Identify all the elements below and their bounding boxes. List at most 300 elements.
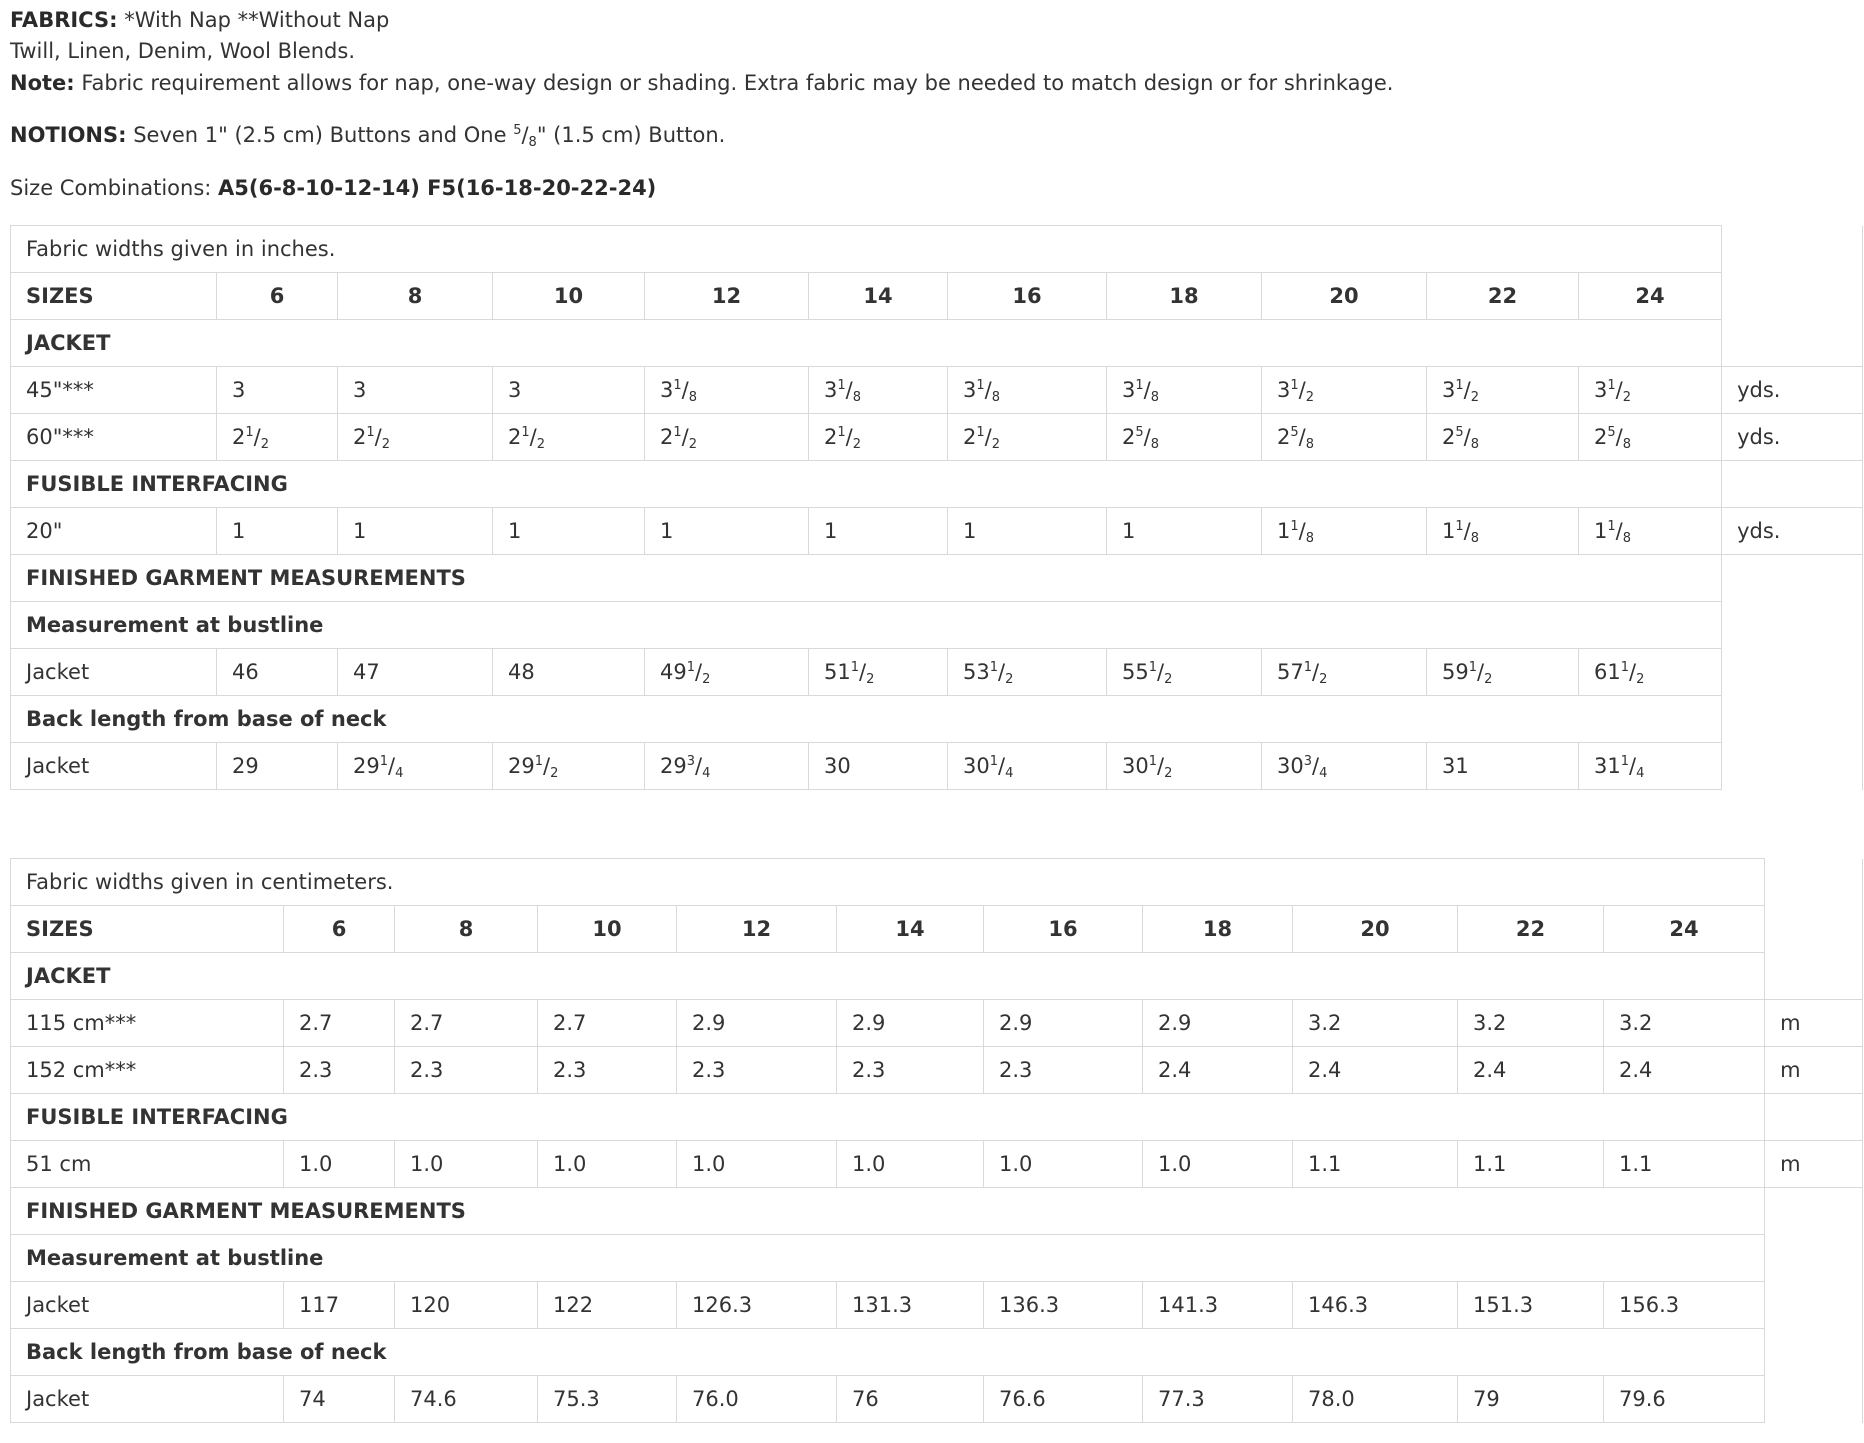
section-heading-row — [11, 1094, 1863, 1141]
cell-value: $49^1/_2$ — [660, 660, 711, 687]
cell-value: $2^1/_2$ — [508, 425, 546, 452]
cell-value: 1.0 — [1158, 1152, 1192, 1176]
value-cell — [1604, 1000, 1765, 1047]
cell-value: 126.3 — [692, 1293, 753, 1317]
size-header-cell: 14 — [837, 906, 984, 953]
fabric-list: Twill, Linen, Denim, Wool Blends. — [10, 39, 356, 63]
value-cell — [1579, 649, 1722, 696]
value-cell — [1604, 1047, 1765, 1094]
value-cell — [1143, 1141, 1293, 1188]
value-cell — [1293, 1282, 1458, 1329]
cell-value: 2.4 — [1619, 1058, 1653, 1082]
cell-value: 47 — [353, 660, 380, 684]
value-cell — [1293, 1376, 1458, 1423]
size-header-cell: 12 — [645, 273, 809, 320]
unit-cell: m — [1765, 1141, 1863, 1188]
value-cell — [1262, 367, 1427, 414]
section-heading: JACKET — [11, 320, 1722, 367]
value-cell — [1143, 1047, 1293, 1094]
cell-value: $59^1/_2$ — [1442, 660, 1493, 687]
size-combinations-line — [10, 175, 656, 201]
subsection-heading-row — [11, 602, 1863, 649]
row-label: Jacket — [11, 1376, 284, 1423]
value-cell — [645, 508, 809, 555]
notions-line — [10, 122, 725, 148]
size-header-cell: 10 — [538, 906, 677, 953]
unit-cell: m — [1765, 1047, 1863, 1094]
value-cell — [338, 508, 493, 555]
value-cell — [809, 414, 948, 461]
subsection-heading-row — [11, 696, 1863, 743]
value-cell — [677, 1282, 837, 1329]
cell-value: 1.1 — [1473, 1152, 1507, 1176]
cell-value: 31 — [1442, 754, 1469, 778]
subsection-heading-row — [11, 1329, 1863, 1376]
value-cell — [809, 743, 948, 790]
size-header-cell: 16 — [984, 906, 1143, 953]
cell-value: 76 — [852, 1387, 879, 1411]
section-heading-row — [11, 555, 1863, 602]
blank-cell — [1722, 555, 1863, 602]
value-cell — [538, 1376, 677, 1423]
cell-value: $2^1/_2$ — [660, 425, 698, 452]
size-header-cell: 22 — [1427, 273, 1579, 320]
blank-cell — [1722, 461, 1863, 508]
value-cell — [284, 1047, 395, 1094]
value-cell — [984, 1376, 1143, 1423]
cell-value: 2.3 — [410, 1058, 444, 1082]
cell-value: 76.6 — [999, 1387, 1046, 1411]
value-cell — [1293, 1000, 1458, 1047]
cell-value: 122 — [553, 1293, 594, 1317]
value-cell — [395, 1141, 538, 1188]
section-heading: FUSIBLE INTERFACING — [11, 1094, 1765, 1141]
section-heading-row — [11, 953, 1863, 1000]
table-row — [11, 1000, 1863, 1047]
cell-value: 1 — [508, 519, 522, 543]
cell-value: $2^5/_8$ — [1442, 425, 1480, 452]
caption-row — [11, 859, 1863, 906]
table-row — [11, 1141, 1863, 1188]
cell-value: $31^1/_4$ — [1594, 754, 1645, 781]
value-cell — [1262, 414, 1427, 461]
value-cell — [984, 1000, 1143, 1047]
size-header-cell: 14 — [809, 273, 948, 320]
value-cell — [948, 649, 1107, 696]
size-combo-value: A5(6-8-10-12-14) F5(16-18-20-22-24) — [218, 176, 657, 200]
sizes-header-row — [11, 906, 1863, 953]
cell-value: 1.0 — [852, 1152, 886, 1176]
cell-value: 3 — [232, 378, 246, 402]
cell-value: 136.3 — [999, 1293, 1060, 1317]
value-cell — [948, 367, 1107, 414]
value-cell — [837, 1000, 984, 1047]
cell-value: 2.3 — [553, 1058, 587, 1082]
cell-value: 2.4 — [1473, 1058, 1507, 1082]
subsection-heading: Measurement at bustline — [11, 1235, 1765, 1282]
cell-value: 1.0 — [553, 1152, 587, 1176]
cell-value: $3^1/_8$ — [963, 378, 1001, 405]
cell-value: 3.2 — [1473, 1011, 1507, 1035]
value-cell — [395, 1376, 538, 1423]
size-header-cell: 24 — [1579, 273, 1722, 320]
blank-cell — [1722, 696, 1863, 743]
note-label: Note: — [10, 71, 75, 95]
value-cell — [1458, 1376, 1604, 1423]
table-caption: Fabric widths given in centimeters. — [11, 859, 1765, 906]
value-cell — [1604, 1282, 1765, 1329]
row-label: 20" — [11, 508, 217, 555]
cell-value: $2^5/_8$ — [1277, 425, 1315, 452]
section-heading: FINISHED GARMENT MEASUREMENTS — [11, 1188, 1765, 1235]
value-cell — [1427, 367, 1579, 414]
cell-value: 1.1 — [1619, 1152, 1653, 1176]
cell-value: 117 — [299, 1293, 340, 1317]
value-cell — [1262, 508, 1427, 555]
size-combo-label: Size Combinations: — [10, 176, 219, 200]
value-cell — [493, 743, 645, 790]
value-cell — [338, 649, 493, 696]
cell-value: 2.7 — [299, 1011, 333, 1035]
value-cell — [1107, 649, 1262, 696]
value-cell — [217, 649, 338, 696]
cell-value: 2.3 — [692, 1058, 726, 1082]
blank-cell — [1765, 859, 1863, 906]
table-row — [11, 367, 1863, 414]
cell-value: $3^1/_8$ — [1122, 378, 1160, 405]
fabrics-label: FABRICS: — [10, 8, 118, 32]
value-cell — [645, 414, 809, 461]
size-header-cell: 22 — [1458, 906, 1604, 953]
cell-value: 79 — [1473, 1387, 1500, 1411]
cell-value: 1.1 — [1308, 1152, 1342, 1176]
value-cell — [1579, 508, 1722, 555]
cell-value: 151.3 — [1473, 1293, 1534, 1317]
blank-cell — [1722, 649, 1863, 696]
value-cell — [1107, 367, 1262, 414]
value-cell — [645, 743, 809, 790]
cell-value: 1.0 — [299, 1152, 333, 1176]
value-cell — [1293, 1047, 1458, 1094]
blank-cell — [1722, 743, 1863, 790]
centimeters-size-table — [10, 858, 1863, 1423]
value-cell — [338, 743, 493, 790]
cell-value: 2.3 — [299, 1058, 333, 1082]
cell-value: $2^1/_2$ — [353, 425, 391, 452]
value-cell — [538, 1000, 677, 1047]
row-label: Jacket — [11, 1282, 284, 1329]
table-row — [11, 1376, 1863, 1423]
value-cell — [948, 414, 1107, 461]
value-cell — [395, 1000, 538, 1047]
value-cell — [538, 1282, 677, 1329]
value-cell — [284, 1141, 395, 1188]
value-cell — [1107, 508, 1262, 555]
table-row — [11, 508, 1863, 555]
cell-value: 120 — [410, 1293, 451, 1317]
cell-value: 2.9 — [852, 1011, 886, 1035]
size-header-cell: 24 — [1604, 906, 1765, 953]
cell-value: 1.0 — [999, 1152, 1033, 1176]
cell-value: 79.6 — [1619, 1387, 1666, 1411]
value-cell — [837, 1047, 984, 1094]
value-cell — [493, 414, 645, 461]
blank-cell — [1765, 1188, 1863, 1235]
value-cell — [984, 1282, 1143, 1329]
table-row — [11, 649, 1863, 696]
size-header-cell: 16 — [948, 273, 1107, 320]
value-cell — [1262, 649, 1427, 696]
blank-cell — [1722, 602, 1863, 649]
blank-cell — [1765, 953, 1863, 1000]
cell-value: 3.2 — [1308, 1011, 1342, 1035]
blank-cell — [1765, 1094, 1863, 1141]
row-label: 115 cm*** — [11, 1000, 284, 1047]
value-cell — [1293, 1141, 1458, 1188]
cell-value: $30^1/_4$ — [963, 754, 1014, 781]
size-header-cell: 18 — [1143, 906, 1293, 953]
value-cell — [677, 1376, 837, 1423]
cell-value: 76.0 — [692, 1387, 739, 1411]
cell-value: 2.3 — [999, 1058, 1033, 1082]
row-label: Jacket — [11, 649, 217, 696]
cell-value: 1 — [660, 519, 674, 543]
size-header-cell: 10 — [493, 273, 645, 320]
value-cell — [809, 367, 948, 414]
value-cell — [1604, 1141, 1765, 1188]
cell-value: 1.0 — [410, 1152, 444, 1176]
value-cell — [1427, 649, 1579, 696]
value-cell — [284, 1282, 395, 1329]
caption-row — [11, 226, 1863, 273]
cell-value: $2^5/_8$ — [1594, 425, 1632, 452]
section-heading-row — [11, 320, 1863, 367]
cell-value: $51^1/_2$ — [824, 660, 875, 687]
cell-value: $30^3/_4$ — [1277, 754, 1328, 781]
cell-value: $55^1/_2$ — [1122, 660, 1173, 687]
value-cell — [1427, 743, 1579, 790]
cell-value: $1^1/_8$ — [1594, 519, 1632, 546]
subsection-heading-row — [11, 1235, 1863, 1282]
value-cell — [217, 414, 338, 461]
row-label: 152 cm*** — [11, 1047, 284, 1094]
value-cell — [809, 649, 948, 696]
notions-text-a: Seven 1" (2.5 cm) Buttons and One — [126, 123, 514, 147]
subsection-heading: Measurement at bustline — [11, 602, 1722, 649]
value-cell — [1143, 1376, 1293, 1423]
value-cell — [1107, 414, 1262, 461]
subsection-heading: Back length from base of neck — [11, 696, 1722, 743]
value-cell — [1458, 1047, 1604, 1094]
value-cell — [677, 1047, 837, 1094]
size-header-cell: 12 — [677, 906, 837, 953]
value-cell — [217, 743, 338, 790]
value-cell — [837, 1376, 984, 1423]
cell-value: $1^1/_8$ — [1442, 519, 1480, 546]
cell-value: 146.3 — [1308, 1293, 1369, 1317]
table-row — [11, 743, 1863, 790]
value-cell — [538, 1047, 677, 1094]
value-cell — [1458, 1000, 1604, 1047]
size-header-cell: 20 — [1262, 273, 1427, 320]
value-cell — [1604, 1376, 1765, 1423]
cell-value: 29 — [232, 754, 259, 778]
fabrics-line — [10, 7, 389, 33]
value-cell — [645, 367, 809, 414]
value-cell — [217, 367, 338, 414]
size-header-cell: 6 — [284, 906, 395, 953]
cell-value: 1 — [353, 519, 367, 543]
value-cell — [984, 1047, 1143, 1094]
cell-value: 1 — [232, 519, 246, 543]
value-cell — [948, 743, 1107, 790]
blank-cell — [1765, 1376, 1863, 1423]
row-label: 60"*** — [11, 414, 217, 461]
cell-value: $3^1/_2$ — [1442, 378, 1480, 405]
unit-cell: m — [1765, 1000, 1863, 1047]
table-caption: Fabric widths given in inches. — [11, 226, 1722, 273]
notions-text-b: " (1.5 cm) Button. — [536, 123, 726, 147]
cell-value: $30^1/_2$ — [1122, 754, 1173, 781]
size-header-cell: 20 — [1293, 906, 1458, 953]
table-row — [11, 1047, 1863, 1094]
cell-value: 74 — [299, 1387, 326, 1411]
value-cell — [645, 649, 809, 696]
section-heading-row — [11, 461, 1863, 508]
value-cell — [677, 1141, 837, 1188]
value-cell — [1458, 1282, 1604, 1329]
sizes-header-row — [11, 273, 1863, 320]
value-cell — [493, 508, 645, 555]
value-cell — [1579, 367, 1722, 414]
size-header-cell: 8 — [338, 273, 493, 320]
value-cell — [284, 1376, 395, 1423]
blank-cell — [1765, 1329, 1863, 1376]
cell-value: $61^1/_2$ — [1594, 660, 1645, 687]
value-cell — [338, 414, 493, 461]
subsection-heading: Back length from base of neck — [11, 1329, 1765, 1376]
value-cell — [538, 1141, 677, 1188]
inches-size-table — [10, 225, 1863, 790]
value-cell — [948, 508, 1107, 555]
cell-value: $53^1/_2$ — [963, 660, 1014, 687]
value-cell — [284, 1000, 395, 1047]
cell-value: 74.6 — [410, 1387, 457, 1411]
unit-cell: yds. — [1722, 367, 1863, 414]
value-cell — [1579, 414, 1722, 461]
cell-value: 3 — [353, 378, 367, 402]
value-cell — [1143, 1000, 1293, 1047]
cell-value: 2.7 — [553, 1011, 587, 1035]
blank-cell — [1765, 1235, 1863, 1282]
cell-value: 2.3 — [852, 1058, 886, 1082]
sizes-label: SIZES — [11, 906, 284, 953]
blank-cell — [1722, 320, 1863, 367]
notions-label: NOTIONS: — [10, 123, 127, 147]
value-cell — [837, 1141, 984, 1188]
cell-value: $3^1/_8$ — [824, 378, 862, 405]
cell-value: 2.4 — [1158, 1058, 1192, 1082]
value-cell — [395, 1282, 538, 1329]
cell-value: 3.2 — [1619, 1011, 1653, 1035]
cell-value: $1^1/_8$ — [1277, 519, 1315, 546]
value-cell — [217, 508, 338, 555]
value-cell — [493, 367, 645, 414]
row-label: 45"*** — [11, 367, 217, 414]
cell-value: 75.3 — [553, 1387, 600, 1411]
cell-value: 46 — [232, 660, 259, 684]
cell-value: 1.0 — [692, 1152, 726, 1176]
blank-cell — [1765, 1282, 1863, 1329]
cell-value: $2^1/_2$ — [963, 425, 1001, 452]
value-cell — [677, 1000, 837, 1047]
cell-value: $29^1/_4$ — [353, 754, 404, 781]
value-cell — [1143, 1282, 1293, 1329]
table-row — [11, 1282, 1863, 1329]
cell-value: 156.3 — [1619, 1293, 1680, 1317]
value-cell — [1427, 508, 1579, 555]
value-cell — [1579, 743, 1722, 790]
cell-value: 2.9 — [692, 1011, 726, 1035]
cell-value: 2.9 — [1158, 1011, 1192, 1035]
cell-value: 1 — [824, 519, 838, 543]
cell-value: $29^1/_2$ — [508, 754, 559, 781]
value-cell — [984, 1141, 1143, 1188]
cell-value: $3^1/_8$ — [660, 378, 698, 405]
section-heading-row — [11, 1188, 1863, 1235]
unit-cell: yds. — [1722, 414, 1863, 461]
fabrics-text: *With Nap **Without Nap — [117, 8, 390, 32]
value-cell — [1107, 743, 1262, 790]
cell-value: 2.7 — [410, 1011, 444, 1035]
note-line — [10, 70, 1393, 96]
cell-value: 141.3 — [1158, 1293, 1219, 1317]
value-cell — [395, 1047, 538, 1094]
row-label: Jacket — [11, 743, 217, 790]
cell-value: 3 — [508, 378, 522, 402]
cell-value: $3^1/_2$ — [1594, 378, 1632, 405]
cell-value: 131.3 — [852, 1293, 913, 1317]
cell-value: 1 — [963, 519, 977, 543]
size-header-cell: 8 — [395, 906, 538, 953]
unit-cell: yds. — [1722, 508, 1863, 555]
value-cell — [1262, 743, 1427, 790]
size-header-cell: 18 — [1107, 273, 1262, 320]
value-cell — [493, 649, 645, 696]
section-heading: FINISHED GARMENT MEASUREMENTS — [11, 555, 1722, 602]
notions-fraction: $^5/_8$ — [513, 123, 537, 150]
sizes-label: SIZES — [11, 273, 217, 320]
size-header-cell: 6 — [217, 273, 338, 320]
table-row — [11, 414, 1863, 461]
cell-value: 30 — [824, 754, 851, 778]
cell-value: 48 — [508, 660, 535, 684]
value-cell — [1427, 414, 1579, 461]
cell-value: $2^1/_2$ — [824, 425, 862, 452]
blank-cell — [1722, 226, 1863, 273]
cell-value: $3^1/_2$ — [1277, 378, 1315, 405]
note-text: Fabric requirement allows for nap, one-way design or shading. Extra fabric may be needed to match design or for shrinkage. — [74, 71, 1394, 95]
section-heading: FUSIBLE INTERFACING — [11, 461, 1722, 508]
row-label: 51 cm — [11, 1141, 284, 1188]
cell-value: $29^3/_4$ — [660, 754, 711, 781]
value-cell — [837, 1282, 984, 1329]
section-heading: JACKET — [11, 953, 1765, 1000]
cell-value: 77.3 — [1158, 1387, 1205, 1411]
cell-value: $2^1/_2$ — [232, 425, 270, 452]
cell-value: 1 — [1122, 519, 1136, 543]
cell-value: $2^5/_8$ — [1122, 425, 1160, 452]
